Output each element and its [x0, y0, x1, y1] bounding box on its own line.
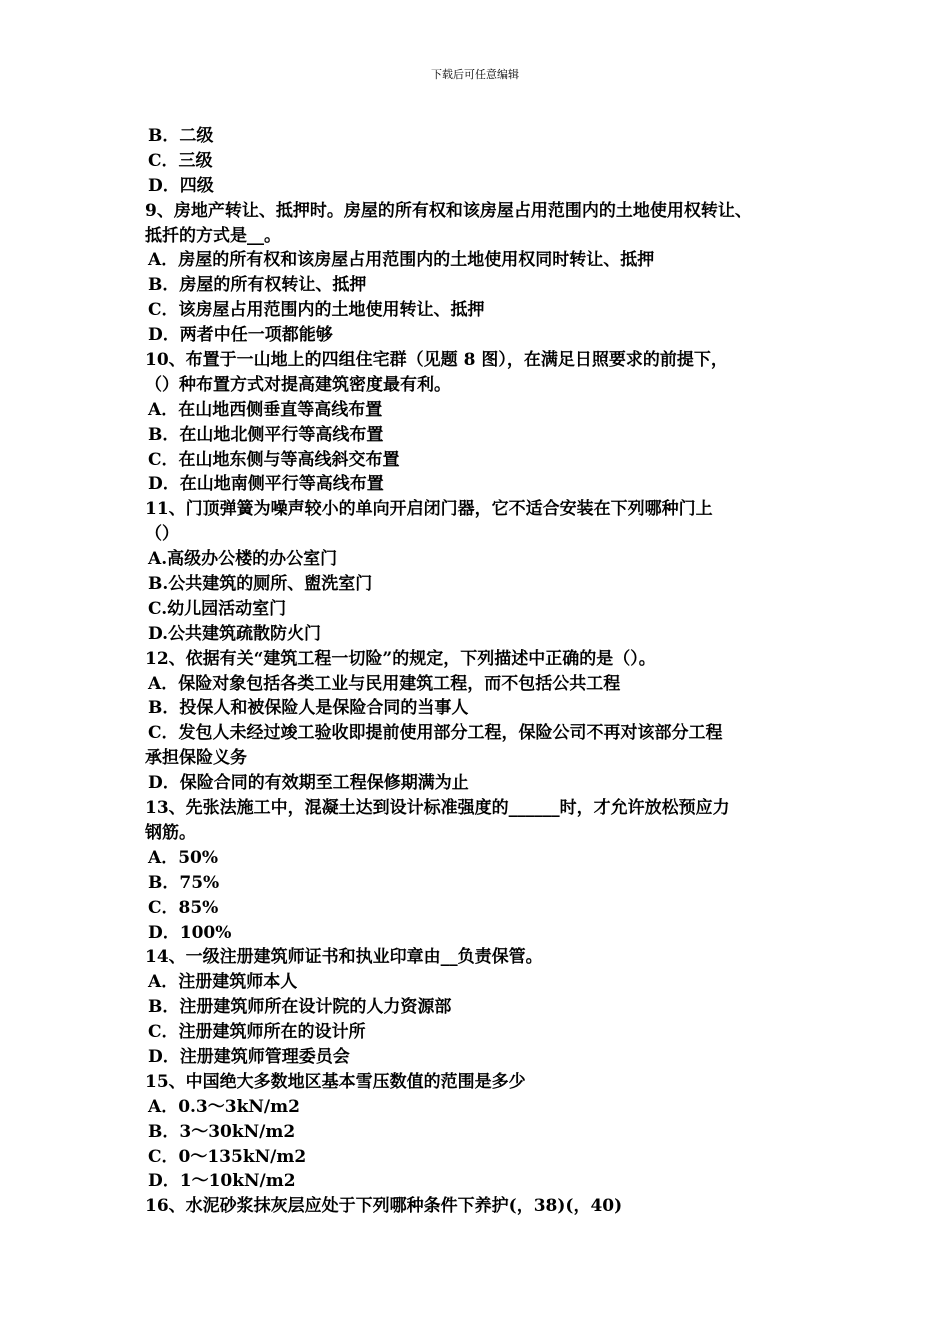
question-text: 9、房地产转让、抵押时。房屋的所有权和该房屋占用范围内的土地使用权转让、 — [145, 200, 752, 221]
document-body — [145, 124, 835, 1219]
answer-option: D.公共建筑疏散防火门 — [148, 623, 322, 644]
question-text: 承担保险义务 — [145, 748, 247, 769]
answer-option: B．二级 — [148, 126, 214, 146]
answer-option: C．85% — [148, 897, 219, 918]
question-text: 14、一级注册建筑师证书和执业印章由__负责保管。 — [145, 947, 543, 968]
page-header: 下载后可任意编辑 — [431, 68, 519, 81]
answer-option: D．1～10kN/m2 — [148, 1171, 296, 1192]
answer-option: D．两者中任一项都能够 — [148, 325, 333, 346]
answer-option: A．0.3～3kN/m2 — [148, 1096, 300, 1117]
answer-option: B．75% — [148, 872, 220, 893]
question-text: 16、水泥砂浆抹灰层应处于下列哪种条件下养护(，38)(，40) — [145, 1196, 623, 1217]
question-text: （） — [145, 524, 179, 545]
answer-option: D．注册建筑师管理委员会 — [148, 1046, 350, 1067]
answer-option: C．0～135kN/m2 — [148, 1146, 307, 1167]
answer-option: A．在山地西侧垂直等高线布置 — [148, 399, 383, 420]
answer-option: B.公共建筑的厕所、盥洗室门 — [148, 574, 373, 595]
answer-option: A．50% — [148, 847, 219, 868]
question-text: （）种布置方式对提高建筑密度最有利。 — [145, 374, 451, 395]
answer-option: D．保险合同的有效期至工程保修期满为止 — [148, 773, 469, 794]
question-text: 12、依据有关“建筑工程一切险”的规定，下列描述中正确的是（）。 — [145, 648, 656, 669]
answer-option: B．房屋的所有权转让、抵押 — [148, 275, 367, 296]
question-text: 11、门顶弹簧为噪声较小的单向开启闭门器，它不适合安装在下列哪种门上 — [145, 499, 713, 520]
answer-option: C．三级 — [148, 150, 213, 171]
answer-option: B．投保人和被保险人是保险合同的当事人 — [148, 698, 469, 719]
answer-option: A．房屋的所有权和该房屋占用范围内的土地使用权同时转让、抵押 — [148, 250, 655, 271]
answer-option: A.高级办公楼的办公室门 — [148, 549, 338, 570]
question-text: 13、先张法施工中，混凝土达到设计标准强度的______时，才允许放松预应力 — [145, 798, 730, 819]
answer-option: A．注册建筑师本人 — [148, 972, 298, 993]
answer-option: B．在山地北侧平行等高线布置 — [148, 424, 384, 445]
answer-option: C．在山地东侧与等高线斜交布置 — [148, 449, 400, 470]
answer-option: C．发包人未经过竣工验收即提前使用部分工程，保险公司不再对该部分工程 — [148, 723, 723, 744]
answer-option: C.幼儿园活动室门 — [148, 598, 287, 619]
question-text: 15、中国绝大多数地区基本雪压数值的范围是多少 — [145, 1071, 526, 1092]
answer-option: D．四级 — [148, 175, 214, 196]
answer-option: B．注册建筑师所在设计院的人力资源部 — [148, 997, 452, 1018]
question-text: 抵扦的方式是__。 — [145, 225, 281, 246]
question-text: 钢筋。 — [145, 822, 196, 843]
answer-option: B．3～30kN/m2 — [148, 1121, 296, 1142]
question-text: 10、布置于一山地上的四组住宅群（见题 8 图），在满足日照要求的前提下， — [145, 350, 728, 371]
answer-option: A．保险对象包括各类工业与民用建筑工程，而不包括公共工程 — [148, 673, 621, 694]
answer-option: C．注册建筑师所在的设计所 — [148, 1022, 366, 1043]
answer-option: D．100% — [148, 922, 232, 943]
answer-option: C．该房屋占用范围内的土地使用转让、抵押 — [148, 300, 485, 321]
answer-option: D．在山地南侧平行等高线布置 — [148, 474, 384, 495]
